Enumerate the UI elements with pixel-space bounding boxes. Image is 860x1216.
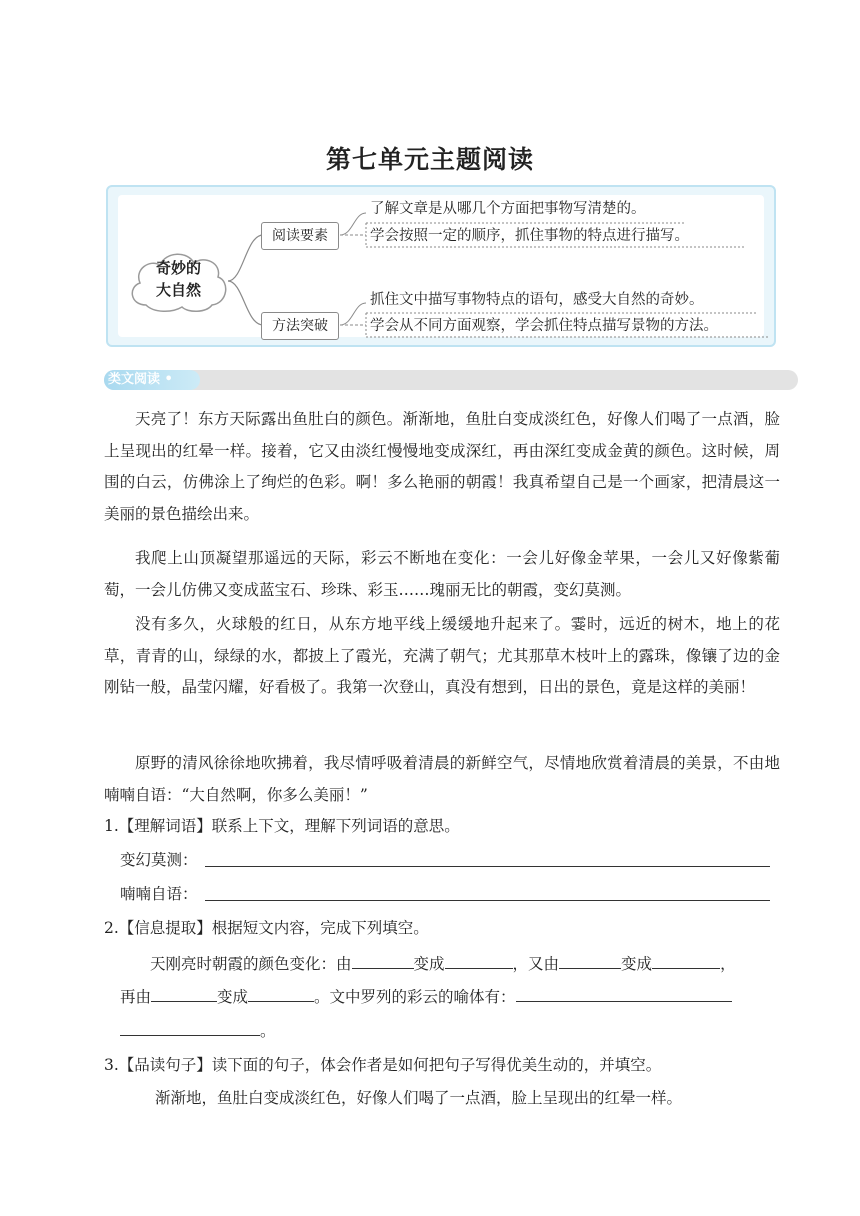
branch-node-reading: 阅读要素 bbox=[261, 222, 339, 250]
page-title: 第七单元主题阅读 bbox=[325, 145, 534, 174]
blank[interactable] bbox=[559, 952, 621, 969]
center-text-line-2: 大自然 bbox=[155, 281, 201, 299]
fill-text: 。 bbox=[260, 1022, 276, 1040]
fill-text: 变成 bbox=[217, 988, 249, 1006]
blank[interactable] bbox=[120, 1019, 260, 1036]
answer-line[interactable] bbox=[205, 866, 770, 867]
reading-paragraph: 没有多久，火球般的红日，从东方地平线上缓缓地升起来了。霎时，远近的树木，地上的花草，青青的山，绿绿的水，都披上了霞光，充满了朝气；尤其那草木枝叶上的露珠，像镶了边的金刚钻一般，晶莹闪耀，好看极了。我第一次登山，真没有想到，日出的景色，竟是这样的美丽！ bbox=[104, 615, 780, 696]
reading-paragraph: 原野的清风徐徐地吹拂着，我尽情呼吸着清晨的新鲜空气，尽情地欣赏着清晨的美景，不由地喃喃自语：“大自然啊，你多么美丽！” bbox=[104, 754, 780, 804]
blank[interactable] bbox=[652, 952, 720, 969]
fill-text: 变成 bbox=[621, 955, 653, 973]
mind-map-leaf: 抓住文中描写事物特点的语句，感受大自然的奇妙。 bbox=[370, 292, 704, 308]
fill-text: 天刚亮时朝霞的颜色变化：由 bbox=[150, 955, 352, 973]
branch-node-method: 方法突破 bbox=[261, 312, 339, 340]
fill-text: ，又由 bbox=[512, 955, 560, 973]
blank[interactable] bbox=[445, 952, 513, 969]
mind-map-leaf: 学会按照一定的顺序，抓住事物的特点进行描写。 bbox=[370, 228, 689, 244]
blank[interactable] bbox=[516, 985, 732, 1002]
reading-paragraph: 我爬上山顶凝望那遥远的天际，彩云不断地在变化：一会儿好像金苹果，一会儿又好像紫葡萄，一会儿仿佛又变成蓝宝石、珍珠、彩玉……瑰丽无比的朝霞，变幻莫测。 bbox=[104, 549, 780, 599]
mind-map-leaf: 了解文章是从哪几个方面把事物写清楚的。 bbox=[370, 201, 646, 217]
question-3: 3.【品读句子】读下面的句子，体会作者是如何把句子写得优美生动的，并填空。 bbox=[104, 1056, 662, 1074]
fill-text: 变成 bbox=[413, 955, 445, 973]
mind-map bbox=[106, 185, 776, 347]
question-2-fill-line-2 bbox=[120, 985, 732, 1008]
question-3-sentence: 渐渐地，鱼肚白变成淡红色，好像人们喝了一点酒，脸上呈现出的红晕一样。 bbox=[155, 1089, 683, 1107]
reading-paragraph: 天亮了！东方天际露出鱼肚白的颜色。渐渐地，鱼肚白变成淡红色，好像人们喝了一点酒，脸上呈现出的红晕一样。接着，它又由淡红慢慢地变成深红，再由深红变成金黄的颜色。这时候，周围的白云，仿佛涂上了绚烂的色彩。啊！多么艳丽的朝霞！我真希望自己是一个画家，把清晨这一美丽的景色描绘出来。 bbox=[104, 410, 780, 523]
question-2-fill-line-1 bbox=[150, 952, 736, 975]
question-2-fill-line-3 bbox=[120, 1019, 276, 1042]
center-text-line-1: 奇妙的 bbox=[155, 259, 201, 277]
answer-line[interactable] bbox=[205, 900, 770, 901]
fill-text: 再由 bbox=[120, 988, 152, 1006]
fill-text: ， bbox=[720, 955, 736, 973]
blank[interactable] bbox=[151, 985, 217, 1002]
mind-map-panel bbox=[118, 195, 764, 337]
question-1-term: 喃喃自语： bbox=[120, 885, 198, 903]
question-1: 1.【理解词语】联系上下文，理解下列词语的意思。 bbox=[104, 817, 460, 835]
fill-text: 。文中罗列的彩云的喻体有： bbox=[314, 988, 516, 1006]
section-header-label: 类文阅读 • bbox=[104, 370, 200, 390]
mind-map-center-cloud bbox=[126, 247, 231, 315]
blank[interactable] bbox=[248, 985, 314, 1002]
section-header-bar bbox=[104, 370, 798, 390]
question-2: 2.【信息提取】根据短文内容，完成下列填空。 bbox=[104, 919, 429, 937]
blank[interactable] bbox=[352, 952, 414, 969]
mind-map-leaf: 学会从不同方面观察，学会抓住特点描写景物的方法。 bbox=[370, 318, 718, 334]
question-1-term: 变幻莫测： bbox=[120, 851, 198, 869]
